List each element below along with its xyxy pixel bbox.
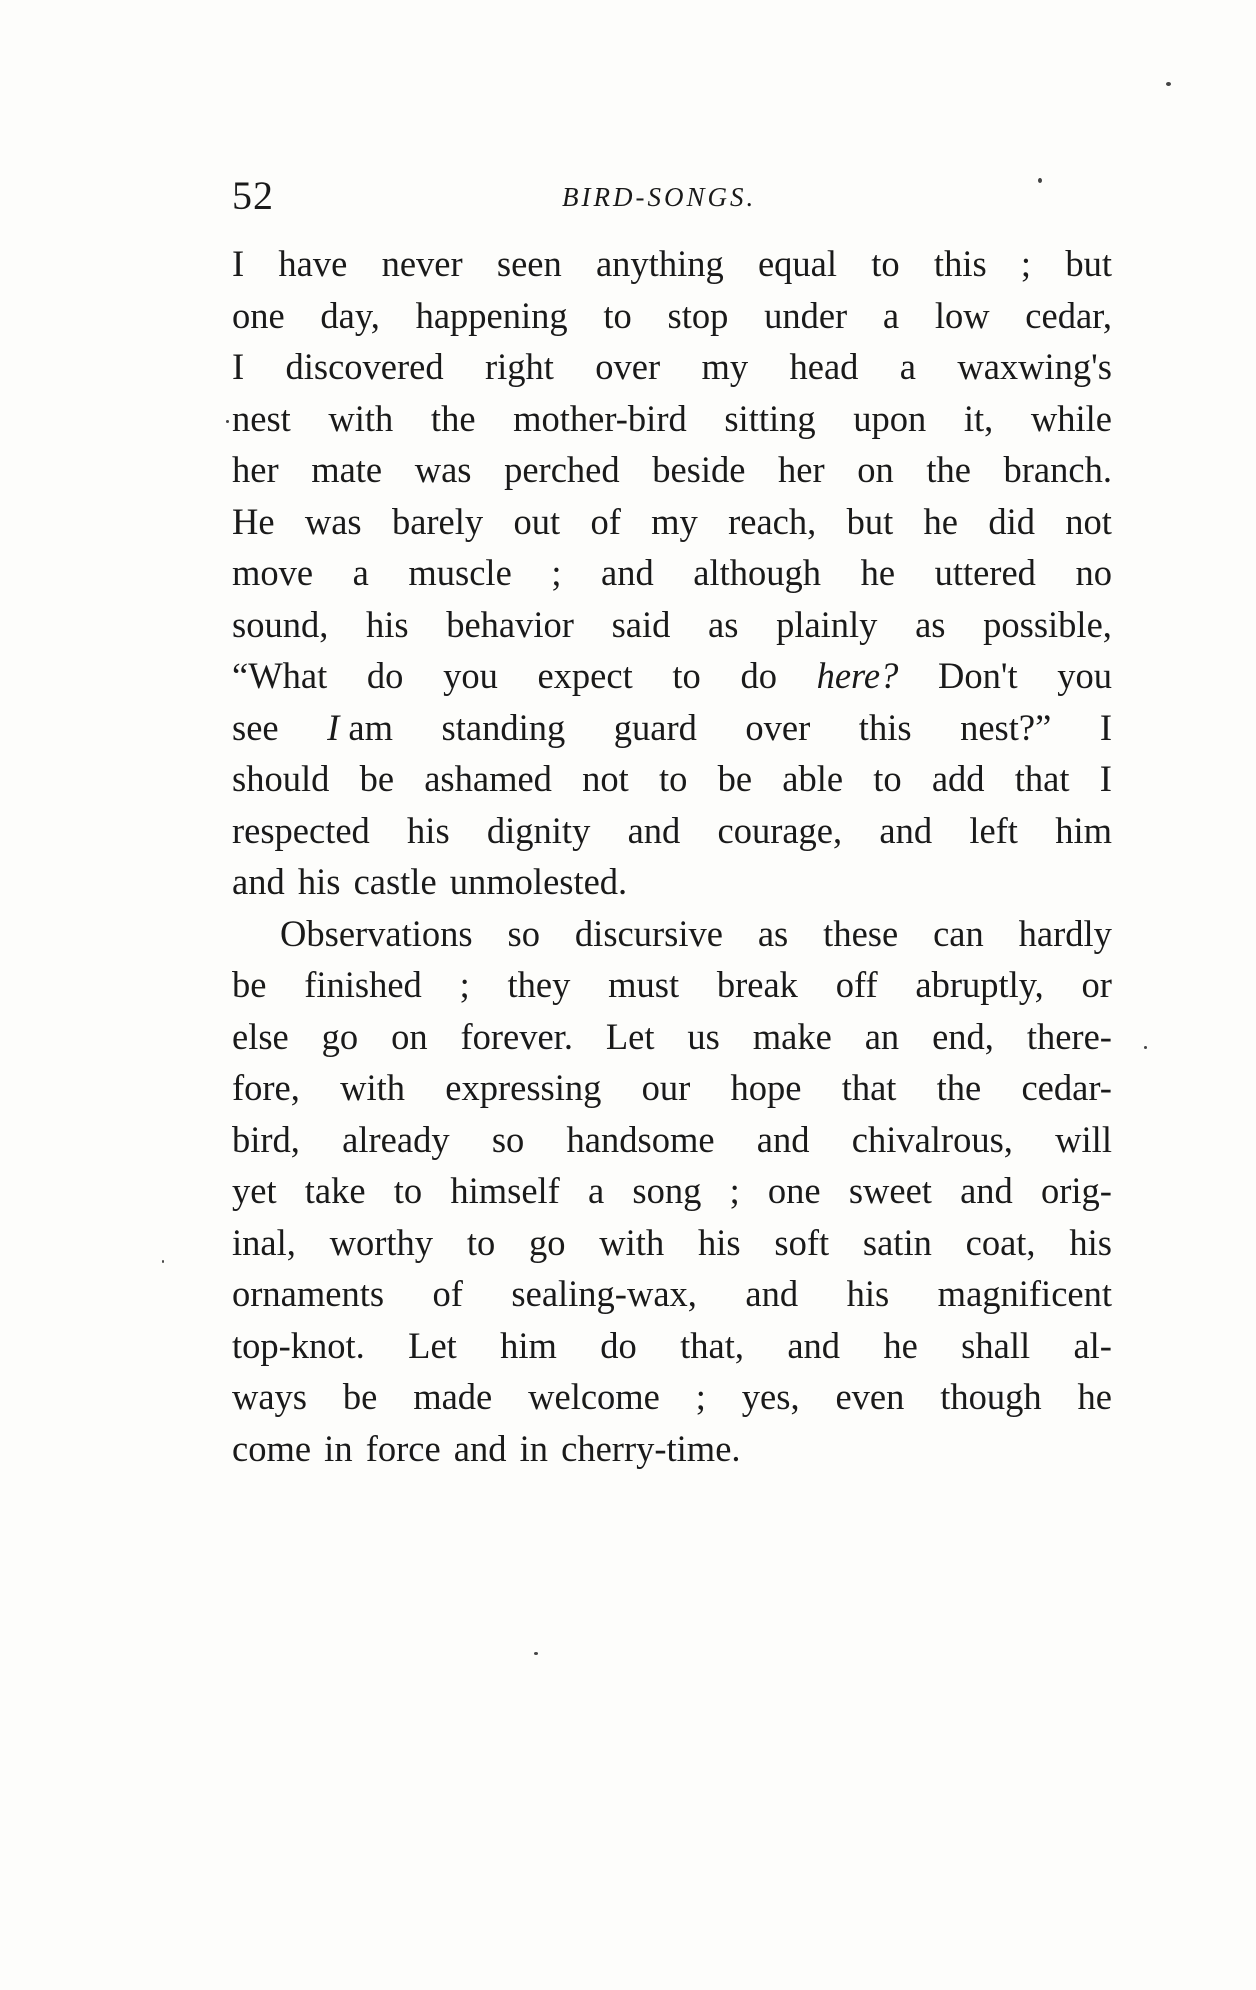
- word: not: [1065, 500, 1112, 542]
- word: come: [232, 1427, 312, 1469]
- word: of: [432, 1273, 463, 1314]
- word: did: [988, 500, 1035, 542]
- word: welcome: [528, 1376, 660, 1417]
- word: yet: [232, 1170, 277, 1211]
- word: ;: [459, 964, 470, 1005]
- paragraph: [232, 238, 1112, 908]
- word: sealing-wax,: [511, 1273, 697, 1314]
- word: as: [708, 603, 739, 645]
- paper-speck: [1144, 1046, 1147, 1049]
- word: “What: [232, 655, 328, 696]
- text-line: [232, 496, 1112, 548]
- word: behavior: [446, 603, 574, 645]
- word: cedar-: [1021, 1067, 1112, 1108]
- word: upon: [853, 397, 927, 439]
- word: this: [858, 706, 912, 748]
- word: under: [764, 294, 848, 336]
- word: off: [835, 964, 878, 1005]
- word: you: [1057, 655, 1112, 696]
- word: left: [969, 809, 1018, 851]
- word: a: [588, 1170, 605, 1211]
- paper-speck: [1038, 178, 1042, 183]
- word: he: [883, 1324, 918, 1366]
- word: do: [600, 1324, 637, 1366]
- word: there-: [1026, 1015, 1112, 1057]
- word: he: [860, 552, 896, 593]
- word: said: [611, 603, 671, 645]
- page-number: 52: [232, 173, 274, 218]
- word: ;: [729, 1170, 740, 1211]
- word: they: [507, 964, 571, 1005]
- word: hardly: [1018, 912, 1112, 954]
- word: while: [1030, 397, 1112, 439]
- word: over: [595, 346, 661, 387]
- word: be: [342, 1376, 378, 1417]
- word: her: [778, 449, 825, 490]
- word: plainly: [776, 603, 878, 645]
- word: so: [491, 1118, 525, 1160]
- text-line: [232, 238, 1112, 290]
- word: hope: [730, 1067, 802, 1108]
- word: go: [321, 1015, 359, 1057]
- word: perched: [504, 449, 620, 490]
- word: and: [232, 861, 285, 902]
- text-line: [232, 444, 1112, 496]
- word: should: [232, 758, 330, 799]
- word: already: [342, 1118, 450, 1160]
- word: cedar,: [1025, 294, 1112, 336]
- word: do: [740, 655, 777, 696]
- word: top-knot.: [232, 1324, 365, 1366]
- word: him: [500, 1324, 557, 1366]
- word: on: [857, 449, 894, 490]
- word: but: [846, 500, 894, 542]
- word: made: [413, 1376, 493, 1417]
- word: ornaments: [232, 1273, 385, 1314]
- word: uttered: [934, 552, 1036, 593]
- word: ashamed: [424, 758, 552, 799]
- text-line: [232, 1423, 1112, 1475]
- text-line: [232, 650, 1112, 702]
- word: mate: [311, 449, 383, 490]
- text-line: [232, 908, 1112, 960]
- word: muscle: [408, 552, 512, 593]
- text-line: [232, 1217, 1112, 1269]
- word: handsome: [566, 1118, 715, 1160]
- word: discursive: [574, 912, 723, 954]
- word: out: [513, 500, 561, 542]
- word: on: [391, 1015, 428, 1057]
- word: of: [590, 500, 621, 542]
- word: able: [782, 758, 844, 799]
- text-line: [232, 1011, 1112, 1063]
- word: his: [846, 1273, 890, 1314]
- word: though: [940, 1376, 1042, 1417]
- word: Don't: [938, 655, 1018, 696]
- paper-speck: [226, 420, 229, 423]
- word: anything: [595, 243, 724, 284]
- word: shall: [961, 1324, 1031, 1366]
- word: to: [672, 655, 701, 696]
- word: take: [304, 1170, 366, 1211]
- word: force: [365, 1427, 441, 1469]
- running-title: BIRD-SONGS.: [562, 182, 757, 212]
- word: bird,: [232, 1118, 300, 1160]
- word: him: [1055, 809, 1112, 851]
- word: equal: [757, 243, 838, 284]
- word: will: [1055, 1118, 1112, 1160]
- word: ;: [695, 1376, 706, 1417]
- word: his: [407, 809, 450, 851]
- word: to: [603, 294, 632, 336]
- word: Let: [408, 1324, 457, 1366]
- body-text: [232, 238, 1112, 1474]
- word: else: [232, 1015, 289, 1057]
- word: to: [658, 758, 688, 799]
- word: with: [328, 397, 394, 439]
- word: see: [232, 706, 279, 748]
- word: chivalrous,: [851, 1118, 1013, 1160]
- word: one: [232, 294, 285, 336]
- word: he: [1077, 1376, 1112, 1417]
- word: a: [352, 552, 369, 593]
- word: my: [651, 500, 698, 542]
- word: and: [756, 1118, 810, 1160]
- word: be: [359, 758, 395, 799]
- text-line: [232, 1320, 1112, 1372]
- word: head: [789, 346, 859, 387]
- paper-speck: [162, 1260, 164, 1263]
- word: his: [697, 1221, 741, 1263]
- word: move: [232, 552, 314, 593]
- word: courage,: [717, 809, 843, 851]
- word: sweet: [848, 1170, 932, 1211]
- word: expect: [537, 655, 633, 696]
- text-line: [232, 856, 1112, 908]
- word: magnificent: [937, 1273, 1112, 1314]
- word: over: [745, 706, 811, 748]
- page-header: [232, 168, 1112, 228]
- text-line: [232, 1165, 1112, 1217]
- word: was: [414, 449, 472, 490]
- word: the: [936, 1067, 982, 1108]
- word: possible,: [983, 603, 1112, 645]
- word: seen: [496, 243, 562, 284]
- word: respected: [232, 809, 370, 851]
- word: be: [717, 758, 753, 799]
- word: can: [933, 912, 984, 954]
- word: in: [519, 1427, 549, 1469]
- word: that: [841, 1067, 897, 1108]
- text-line: [232, 1062, 1112, 1114]
- word: you: [443, 655, 498, 696]
- word: in: [324, 1427, 353, 1469]
- word: so: [507, 912, 540, 954]
- word: guard: [613, 706, 697, 748]
- word: cherry-time.: [561, 1427, 741, 1469]
- paragraph: [232, 908, 1112, 1475]
- word: discovered: [285, 346, 444, 387]
- word: and: [879, 809, 933, 851]
- word: branch.: [1003, 449, 1112, 490]
- word: as: [915, 603, 946, 645]
- word: himself: [450, 1170, 560, 1211]
- word: barely: [391, 500, 484, 542]
- word: inal,: [232, 1221, 296, 1263]
- word: beside: [652, 449, 746, 490]
- word: Let: [605, 1015, 655, 1057]
- word: or: [1081, 964, 1112, 1005]
- text-line: [232, 1114, 1112, 1166]
- word: expressing: [445, 1067, 602, 1108]
- word: that,: [680, 1324, 744, 1366]
- word: sitting: [724, 397, 816, 439]
- word: he: [923, 500, 958, 542]
- word: to: [466, 1221, 496, 1263]
- word: break: [716, 964, 798, 1005]
- word: to: [873, 758, 902, 799]
- word: these: [823, 912, 899, 954]
- word: even: [835, 1376, 905, 1417]
- word: end,: [932, 1015, 994, 1057]
- word: sound,: [232, 603, 329, 645]
- word: an: [864, 1015, 900, 1057]
- word: her: [232, 449, 279, 490]
- word: I: [232, 243, 245, 284]
- word: it,: [963, 397, 994, 439]
- text-line: [232, 599, 1112, 651]
- word: I: [232, 346, 245, 387]
- word: his: [365, 603, 409, 645]
- word: reach,: [728, 500, 817, 542]
- word: I: [1099, 706, 1112, 748]
- word: coat,: [965, 1221, 1036, 1263]
- text-line: [232, 393, 1112, 445]
- word: one: [767, 1170, 821, 1211]
- word: to: [871, 243, 900, 284]
- word: castle: [353, 861, 437, 902]
- word: and: [601, 552, 654, 593]
- word: with: [599, 1221, 665, 1263]
- word: orig-: [1041, 1170, 1112, 1211]
- word: and: [745, 1273, 799, 1314]
- text-line: [232, 959, 1112, 1011]
- text-line: [232, 805, 1112, 857]
- word: the: [926, 449, 971, 490]
- word: ways: [232, 1376, 308, 1417]
- word: and: [627, 809, 681, 851]
- word: here?: [816, 655, 899, 696]
- word: to: [393, 1170, 423, 1211]
- word: forever.: [460, 1015, 573, 1057]
- word: Observations: [280, 912, 473, 954]
- word: waxwing's: [957, 346, 1112, 387]
- word: satin: [862, 1221, 932, 1263]
- word: add: [931, 758, 985, 799]
- word: my: [701, 346, 749, 387]
- word: have: [278, 243, 348, 284]
- word: and: [453, 1427, 507, 1469]
- word: although: [693, 552, 822, 593]
- word: the: [430, 397, 476, 439]
- word: day,: [320, 294, 380, 336]
- text-line: [232, 290, 1112, 342]
- word: that: [1014, 758, 1070, 799]
- word: a: [899, 346, 916, 387]
- word: nest: [232, 397, 291, 439]
- word: with: [340, 1067, 406, 1108]
- word: mother-bird: [513, 397, 687, 439]
- word: our: [641, 1067, 691, 1108]
- word: was: [304, 500, 362, 542]
- word: low: [934, 294, 990, 336]
- word: finished: [304, 964, 422, 1005]
- word: worthy: [329, 1221, 434, 1263]
- text-line: [232, 1268, 1112, 1320]
- word: unmolested.: [449, 861, 628, 902]
- word: do: [366, 655, 404, 696]
- text-line: [232, 753, 1112, 805]
- word: and: [787, 1324, 841, 1366]
- word: dignity: [486, 809, 591, 851]
- text-line: [232, 1371, 1112, 1423]
- word: soft: [774, 1221, 830, 1263]
- word: song: [632, 1170, 702, 1211]
- word: yes,: [741, 1376, 800, 1417]
- word: his: [1069, 1221, 1112, 1263]
- word: fore,: [232, 1067, 300, 1108]
- word: ;: [551, 552, 562, 593]
- word: I am: [327, 706, 394, 748]
- text-line: [232, 341, 1112, 393]
- word: no: [1075, 552, 1112, 593]
- word: a: [882, 294, 900, 336]
- word: his: [297, 861, 341, 902]
- word: not: [582, 758, 629, 799]
- word: go: [529, 1221, 566, 1263]
- word: ;: [1020, 243, 1032, 284]
- word: right: [484, 346, 554, 387]
- word: this: [933, 243, 987, 284]
- word: stop: [667, 294, 729, 336]
- word: us: [687, 1015, 720, 1057]
- word: make: [752, 1015, 832, 1057]
- word: but: [1065, 243, 1112, 284]
- word: happening: [415, 294, 568, 336]
- word: nest?”: [960, 706, 1052, 748]
- word: and: [960, 1170, 1013, 1211]
- word: I: [1099, 758, 1112, 799]
- word: never: [381, 243, 463, 284]
- word: He: [232, 500, 275, 542]
- word: abruptly,: [915, 964, 1044, 1005]
- word: al-: [1073, 1324, 1112, 1366]
- word: be: [232, 964, 267, 1005]
- word: standing: [441, 706, 566, 748]
- word: as: [757, 912, 789, 954]
- text-line: [232, 702, 1112, 754]
- paper-speck: [534, 1652, 538, 1655]
- paper-speck: [1166, 82, 1171, 86]
- word: must: [608, 964, 680, 1005]
- text-line: [232, 547, 1112, 599]
